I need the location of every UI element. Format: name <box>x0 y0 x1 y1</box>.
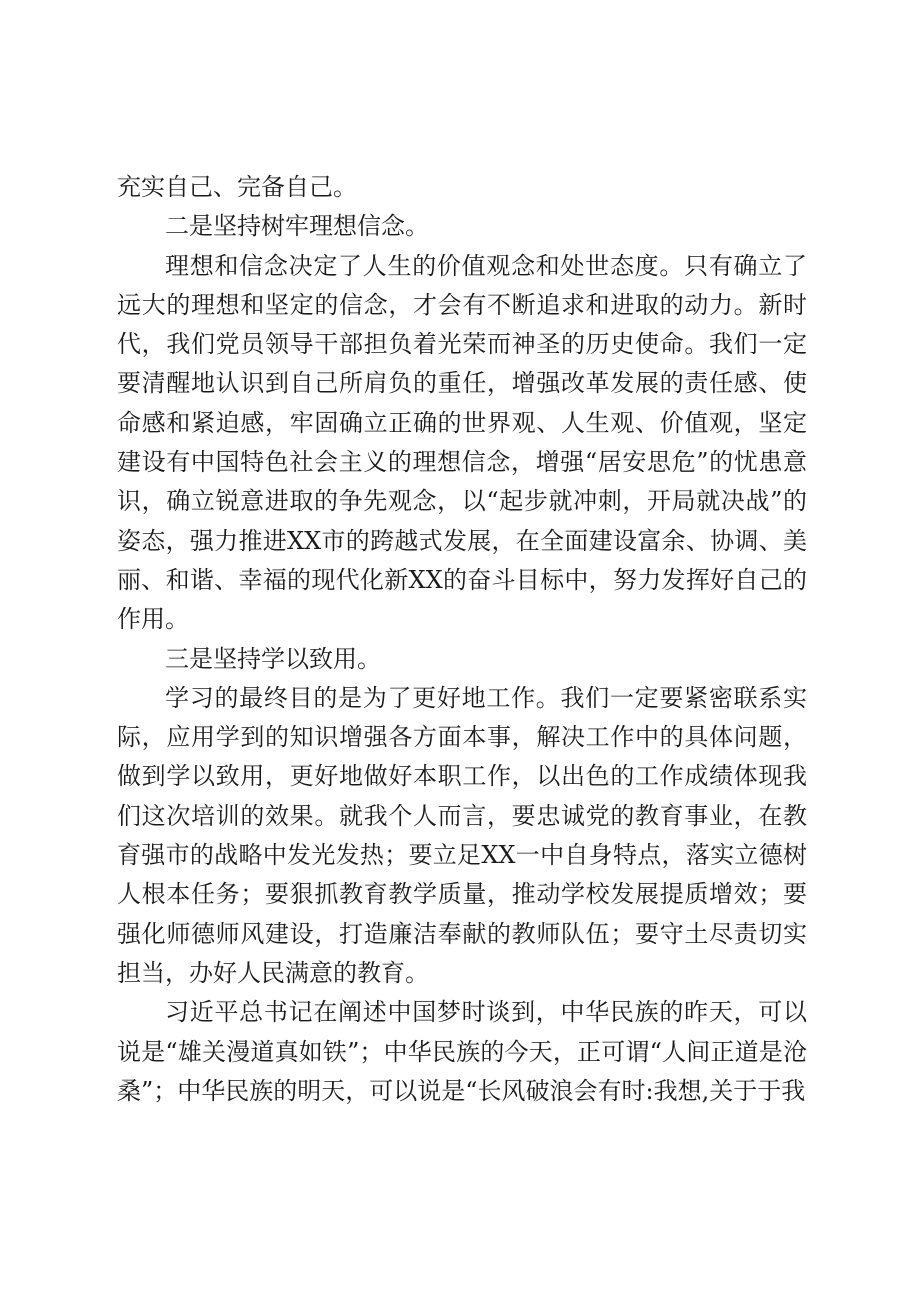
paragraph-chinese-dream: 习近平总书记在阐述中国梦时谈到，中华民族的昨天，可以说是“雄关漫道真如铁”；中华民族的今天，正可谓“人间正道是沧桑”；中华民族的明天，可以说是“长风破浪会有时:我想,关于于我 <box>117 998 807 1105</box>
paragraph-continuation: 充实自己、完备自己。 <box>117 173 357 201</box>
paragraph-application: 学习的最终目的是为了更好地工作。我们一定要紧密联系实际，应用学到的知识增强各方面本事，解决工作中的具体问题，做到学以致用，更好地做好本职工作，以出色的工作成绩体现我们这次培训的效果。就我个人而言，要忠诚党的教育事业，在教育强市的战略中发光发热；要立足XX一中自身特点，落实立德树人根本任务；要狠抓教育教学质量，推动学校发展提质增效；要强化师德师风建设，打造廉洁奉献的教师队伍；要守土尽责切实担当，办好人民满意的教育。 <box>117 683 807 987</box>
paragraph-ideals: 理想和信念决定了人生的价值观念和处世态度。只有确立了远大的理想和坚定的信念，才会有不断追求和进取的动力。新时代，我们党员领导干部担负着光荣而神圣的历史使命。我们一定要清醒地认识到自己所肩负的重任，增强改革发展的责任感、使命感和紧迫感，牢固确立正确的世界观、人生观、价值观，坚定建设有中国特色社会主义的理想信念，增强“居安思危”的忧患意识，确立锐意进取的争先观念，以“起步就冲刺，开局就决战”的姿态，强力推进XX市的跨越式发展，在全面建设富余、协调、美丽、和谐、幸福的现代化新XX的奋斗目标中，努力发挥好自己的作用。 <box>117 251 807 634</box>
heading-point-two: 二是坚持树牢理想信念。 <box>165 212 429 241</box>
document-body <box>117 168 807 1111</box>
heading-point-three: 三是坚持学以致用。 <box>165 644 381 673</box>
